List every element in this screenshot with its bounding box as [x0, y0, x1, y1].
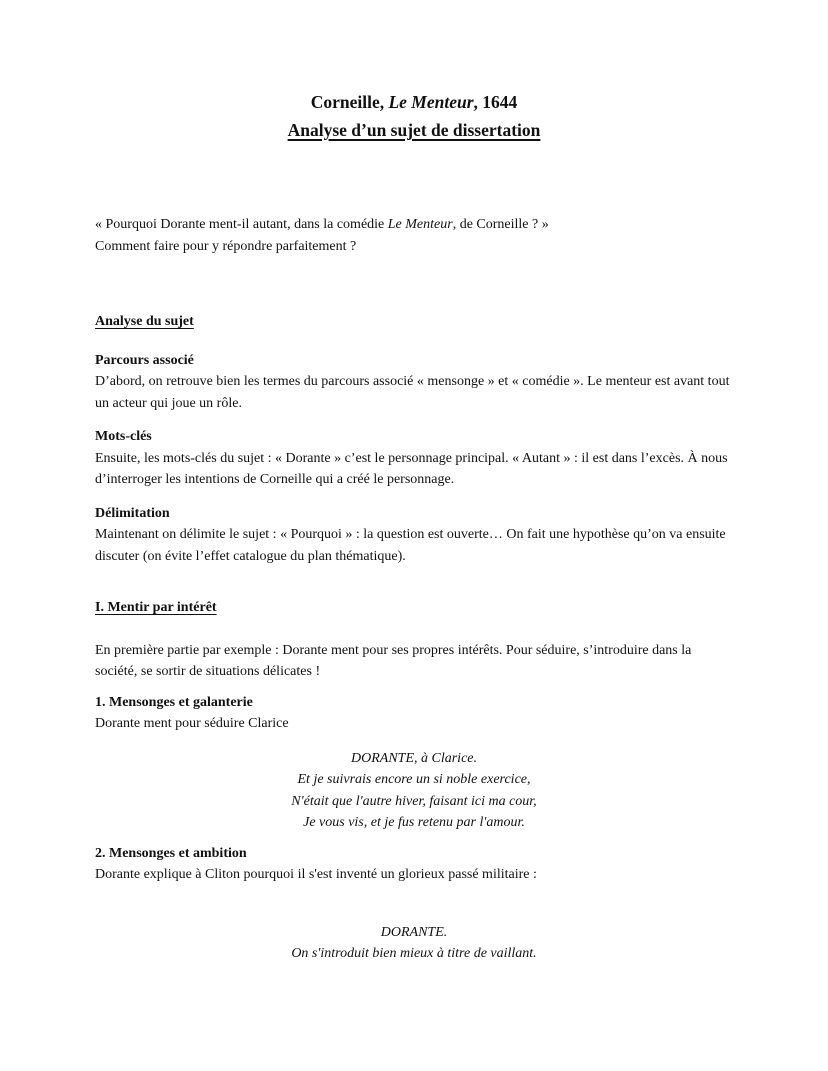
section-body: D’abord, on retrouve bien les termes du parcours associé « mensonge » et « comédie ». Le menteur est avant tout un acteur qui joue un rôle.: [95, 374, 730, 411]
subsection-title: 1. Mensonges et galanterie: [95, 694, 253, 710]
section-mots-cles: [95, 426, 733, 491]
section-body: Maintenant on délimite le sujet : « Pourquoi » : la question est ouverte… On fait une hypothèse qu’on va ensuite discuter (on évite l’effet catalogue du plan thématique).: [95, 527, 726, 564]
subject-work-name: Le Menteur: [387, 217, 453, 232]
subject-paragraph: [95, 214, 733, 257]
section-title: Mots-clés: [95, 429, 152, 444]
subsection-2-mensonges-ambition: [95, 843, 733, 886]
subsection-1-mensonges-galanterie: [95, 692, 733, 735]
title-work-name: Le Menteur: [388, 92, 474, 112]
quote-line: On s'introduit bien mieux à titre de vaillant.: [291, 946, 537, 961]
section-parcours-associe: [95, 350, 733, 415]
quote-block-dorante-clarice: [95, 748, 733, 834]
title-author: Corneille,: [310, 92, 389, 112]
subsection-body: Dorante explique à Cliton pourquoi il s'est inventé un glorieux passé militaire :: [95, 867, 537, 882]
subsection-title: 2. Mensonges et ambition: [95, 845, 247, 861]
document-title-block: [95, 88, 733, 144]
quote-block-dorante-vaillant: [95, 922, 733, 965]
subject-line-1: [95, 214, 733, 236]
quote-line: N'était que l'autre hiver, faisant ici ma cour,: [291, 793, 537, 809]
quote-line: DORANTE.: [380, 924, 448, 940]
document-title: [95, 88, 733, 116]
section-title: Délimitation: [95, 505, 170, 521]
heading-analyse-du-sujet: Analyse du sujet: [95, 314, 194, 329]
title-year: , 1644: [473, 92, 518, 112]
section-delimitation: [95, 503, 733, 568]
subject-line-2: Comment faire pour y répondre parfaitement ?: [95, 238, 357, 254]
quote-line: Je vous vis, et je fus retenu par l'amour.: [303, 815, 525, 830]
section-body: Ensuite, les mots-clés du sujet : « Dorante » c’est le personnage principal. « Autant » : il est dans l’excès. À nous d’interroger les intentions de Corneille qui a créé le personnage.: [95, 450, 728, 487]
quote-line: Et je suivrais encore un si noble exercice,: [297, 772, 531, 787]
heading-part-1: I. Mentir par intérêt: [95, 600, 217, 615]
document-subtitle: Analyse d’un sujet de dissertation: [287, 120, 541, 140]
subject-line-1-post: , de Corneille ? »: [452, 217, 549, 232]
part-1-intro-paragraph: En première partie par exemple : Dorante ment pour ses propres intérêts. Pour séduire, s’introduire dans la société, se sortir de situations délicates !: [95, 642, 692, 679]
quote-line: DORANTE, à Clarice.: [351, 750, 477, 766]
section-title: Parcours associé: [95, 352, 194, 368]
subject-line-1-pre: « Pourquoi Dorante ment-il autant, dans la comédie: [95, 217, 388, 232]
subsection-body: Dorante ment pour séduire Clarice: [95, 716, 289, 731]
